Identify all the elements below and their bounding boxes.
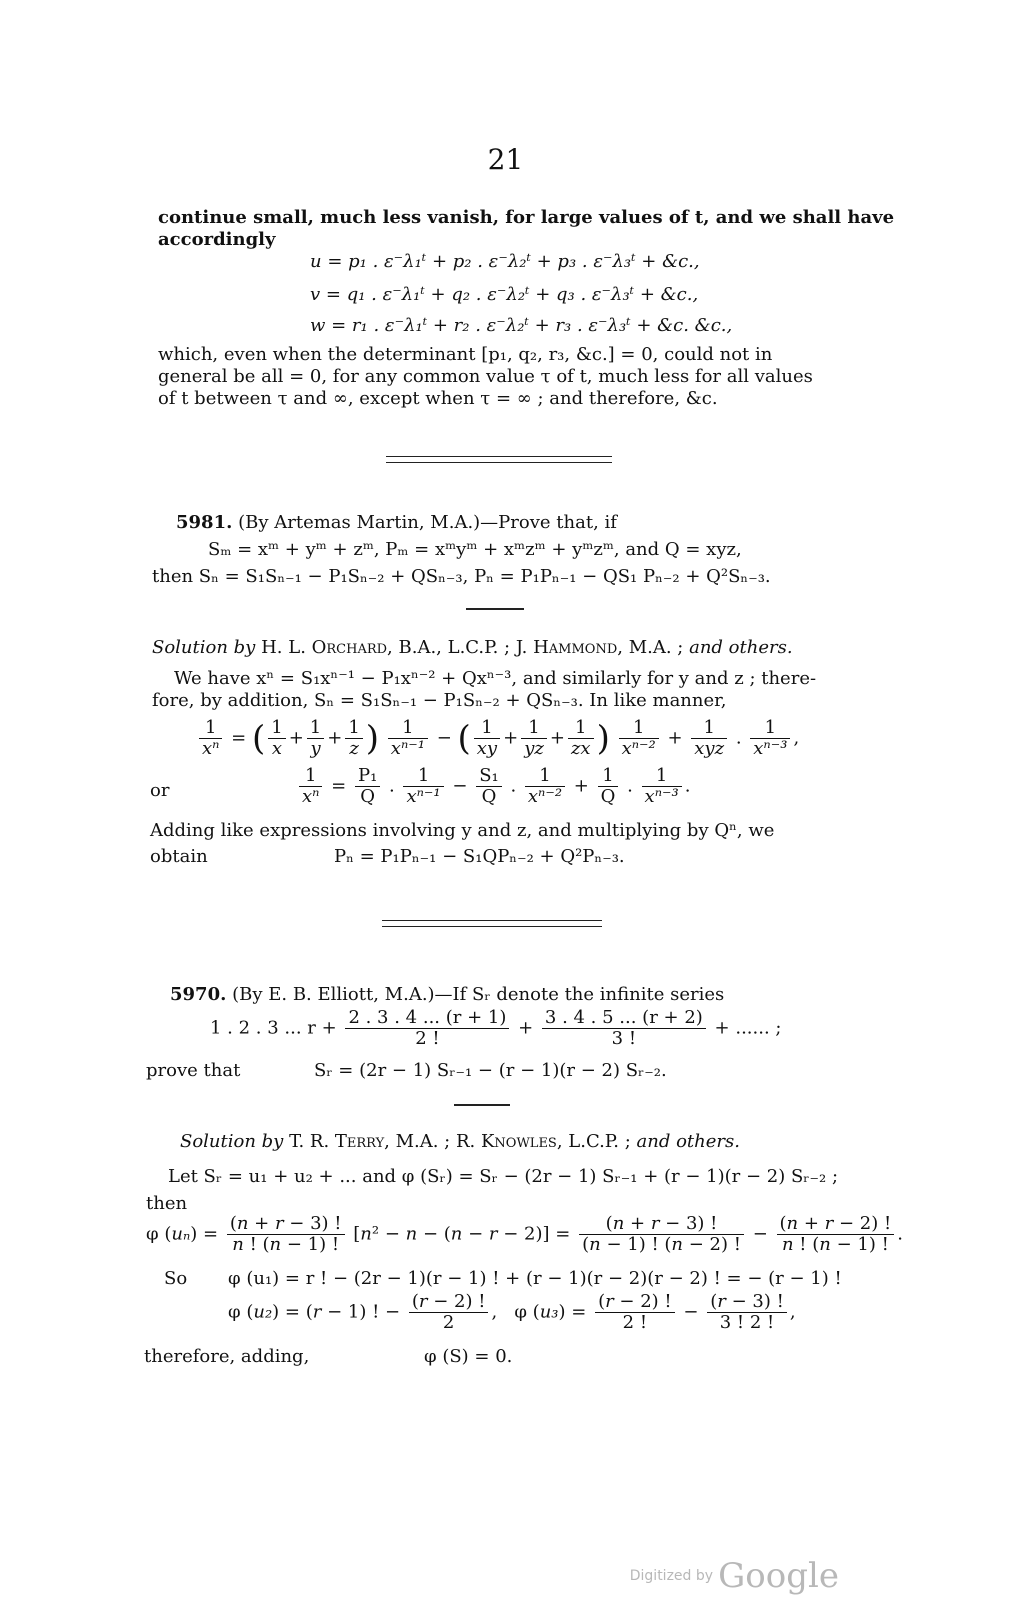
solution-5981-line-4-eq: Pₙ = P₁Pₙ₋₁ − S₁QPₙ₋₂ + Q²Pₙ₋₃.	[334, 846, 625, 867]
short-divider	[454, 1104, 510, 1106]
intro-line-4: general be all = 0, for any common value τ of t, much less for all values	[158, 366, 813, 387]
solution-5981-eq-2: $\frac{1}{\text{xⁿ}}$ = $\frac{\text{P₁}}{Q}$ . $\frac{1}{\text{xⁿ⁻¹}}$ − $\frac{\text{S₁}}{Q}$ . $\frac{1}{\text{xⁿ⁻²}}$ + $\frac{1}{Q}$ . $\frac{1}{\text{xⁿ⁻³}}$ .	[296, 766, 690, 807]
fraction-2-numerator: 3 . 4 . 5 ... (r + 2)	[542, 1008, 706, 1029]
solution-5981-heading	[152, 637, 793, 659]
fraction-2-denominator: 3 !	[611, 1028, 637, 1049]
intro-line-5: of t between τ and ∞, except when τ = ∞ ; and therefore, &c.	[158, 388, 718, 409]
problem-number: 5981.	[176, 512, 233, 533]
equation-u: u = p₁ . ε⁻λ₁ᵗ + p₂ . ε⁻λ₂ᵗ + p₃ . ε⁻λ₃ᵗ + &c.,	[310, 251, 700, 272]
problem-5970-header	[170, 984, 724, 1006]
section-divider	[382, 920, 602, 927]
google-logo: Google	[718, 1556, 839, 1596]
solution-5981-line-2: fore, by addition, Sₙ = S₁Sₙ₋₁ − P₁Sₙ₋₂ + QSₙ₋₃. In like manner,	[152, 690, 727, 711]
problem-5981-eq-1: Sₘ = xᵐ + yᵐ + zᵐ, Pₘ = xᵐyᵐ + xᵐzᵐ + yᵐzᵐ, and Q = xyz,	[208, 539, 742, 560]
final-equation: φ (S) = 0.	[424, 1346, 513, 1367]
problem-number: 5970.	[170, 984, 227, 1005]
intro-line-1: continue small, much less vanish, for large values of t, and we shall have	[158, 207, 895, 228]
fraction-1-numerator: 2 . 3 . 4 ... (r + 1)	[345, 1008, 509, 1029]
problem-author: (By Artemas Martin, M.A.)—Prove that, if	[238, 512, 617, 533]
short-divider	[466, 608, 524, 610]
problem-5981-header	[176, 512, 617, 534]
solution-5981-line-1: We have xⁿ = S₁xⁿ⁻¹ − P₁xⁿ⁻² + Qxⁿ⁻³, and similarly for y and z ; there-	[174, 668, 817, 689]
so-label: So	[164, 1268, 188, 1289]
watermark-small-text: Digitized by	[629, 1568, 714, 1584]
equation-w: w = r₁ . ε⁻λ₁ᵗ + r₂ . ε⁻λ₂ᵗ + r₃ . ε⁻λ₃ᵗ + &c. &c.,	[310, 315, 733, 336]
solution-prefix: Solution by	[152, 637, 256, 658]
solution-5970-line-1: Let Sᵣ = u₁ + u₂ + ... and φ (Sᵣ) = Sᵣ − (2r − 1) Sᵣ₋₁ + (r − 1)(r − 2) Sᵣ₋₂ ;	[168, 1166, 839, 1187]
final-label: therefore, adding,	[144, 1346, 310, 1367]
then-label: then	[146, 1193, 188, 1214]
fraction-1-denominator: 2 !	[415, 1028, 440, 1049]
solution-5970-phi-un: φ (uₙ) = $\frac{(n + r - 3) !}{n ! (n - 1) !}$ [n² − n − (n − r − 2)] = $\frac{(n + r - 3) !}{(n - 1) ! (n - 2) !}$ − $\frac{(n + r - 2) !}{n ! (n - 1) !}$ .	[146, 1213, 903, 1255]
digitized-by-google-watermark	[630, 1556, 839, 1596]
series-tail: + ...... ;	[714, 1017, 782, 1039]
solution-authors: T. R. Terry, M.A. ; R. Knowles, L.C.P. ;	[289, 1131, 631, 1152]
prove-equation: Sᵣ = (2r − 1) Sᵣ₋₁ − (r − 1)(r − 2) Sᵣ₋₂.	[314, 1060, 667, 1081]
page-number: 21	[487, 143, 524, 176]
intro-line-3: which, even when the determinant [p₁, q₂, r₃, &c.] = 0, could not in	[158, 344, 773, 365]
solution-5981-line-3: Adding like expressions involving y and z, and multiplying by Qⁿ, we	[150, 820, 775, 841]
solution-5981-eq-1: $\frac{1}{\text{xⁿ}}$ = ( $\frac{1}{x}$ + $\frac{1}{y}$ + $\frac{1}{z}$ ) $\frac{1}{\text{xⁿ⁻¹}}$ − ( $\frac{1}{xy}$ + $\frac{1}{yz}$ + $\frac{1}{zx}$ ) $\frac{1}{\text{xⁿ⁻²}}$ + $\frac{1}{\text{xyz}}$ . $\frac{1}{\text{xⁿ⁻³}}$ ,	[196, 718, 799, 759]
solution-5981-line-4-label: obtain	[150, 846, 208, 867]
problem-author: (By E. B. Elliott, M.A.)—If Sᵣ denote the infinite series	[232, 984, 725, 1005]
intro-line-2: accordingly	[158, 229, 276, 250]
or-label: or	[150, 780, 170, 801]
problem-5981-eq-2: then Sₙ = S₁Sₙ₋₁ − P₁Sₙ₋₂ + QSₙ₋₃, Pₙ = P₁Pₙ₋₁ − QS₁ Pₙ₋₂ + Q²Sₙ₋₃.	[152, 566, 771, 587]
solution-authors: H. L. Orchard, B.A., L.C.P. ; J. Hammond, M.A. ;	[261, 637, 684, 658]
equation-v: v = q₁ . ε⁻λ₁ᵗ + q₂ . ε⁻λ₂ᵗ + q₃ . ε⁻λ₃ᵗ + &c.,	[310, 284, 699, 305]
section-divider	[386, 456, 612, 463]
solution-5970-phi-u2-u3: φ (u₂) = (r − 1) ! − $\frac{(r - 2) !}{2}$ , φ (u₃) = $\frac{(r - 2) !}{2 !}$ − $\frac{(r - 3) !}{3 ! 2 !}$ ,	[228, 1291, 796, 1333]
problem-5970-series: 1 . 2 . 3 ... r + $\frac{2 . 3 . 4 ... (r + 1)}{2 !}$ + $\frac{3 . 4 . 5 ... (r + 2)}{3 !}$ + ...... ;	[210, 1007, 782, 1049]
solution-5970-heading	[180, 1131, 740, 1153]
solution-suffix: and others.	[689, 637, 793, 658]
solution-5970-phi-u1: φ (u₁) = r ! − (2r − 1)(r − 1) ! + (r − 1)(r − 2)(r − 2) ! = − (r − 1) !	[228, 1268, 842, 1289]
solution-suffix: and others.	[636, 1131, 740, 1152]
series-lead: 1 . 2 . 3 ... r +	[210, 1017, 337, 1039]
prove-label: prove that	[146, 1060, 241, 1081]
solution-prefix: Solution by	[180, 1131, 284, 1152]
